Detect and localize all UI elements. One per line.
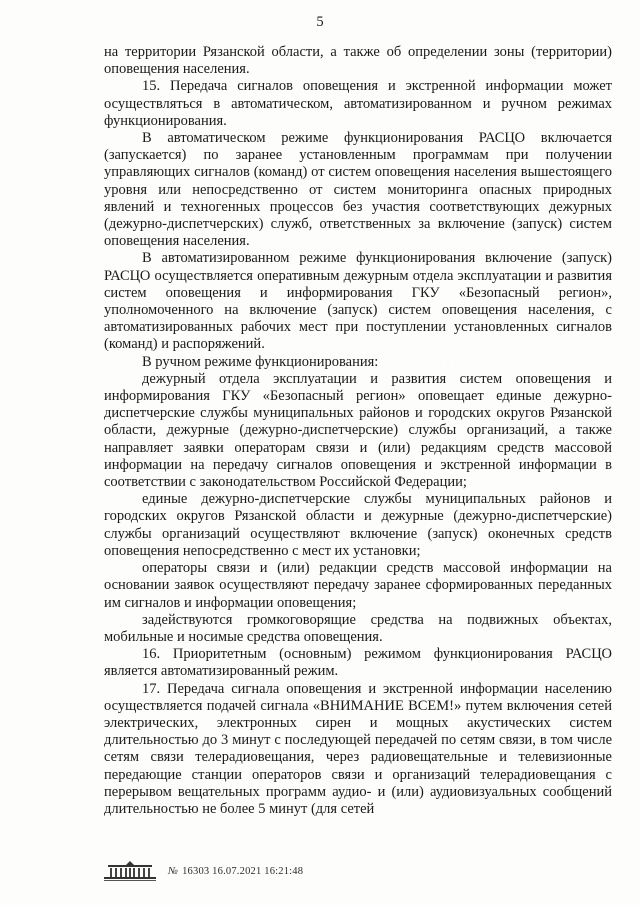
paragraph-item-15: 15. Передача сигналов оповещения и экстренной информации может осуществляться в автоматическом, автоматизированном и ручном режимах функционирования. xyxy=(104,78,612,129)
list-item-loudspeakers: задействуются громкоговорящие средства на подвижных объектах, мобильные и носимые средства оповещения. xyxy=(104,611,612,645)
paragraph-item-17: 17. Передача сигнала оповещения и экстренной информации населению осуществляется подачей сигнала «ВНИМАНИЕ ВСЕМ!» путем включения сетей электрических, электронных сирен и мощных акустических систем длительностью до 3 минут с последующей передачей по сетям связи, в том числе сетям связи телерадиовещания, через радиовещательные и телевизионные передающие станции операторов связи и организаций телерадиовещания с перерывом вещательных программ аудио- и (или) аудиовизуальных сообщений длительностью не более 5 минут (для сетей xyxy=(104,680,612,817)
paragraph-continuation: на территории Рязанской области, а также об определении зоны (территории) оповещения населения. xyxy=(104,44,612,78)
document-footer xyxy=(100,858,303,884)
paragraph-manual-mode: В ручном режиме функционирования: xyxy=(142,353,379,370)
list-item-duty-officer: дежурный отдела эксплуатации и развития систем оповещения и информирования ГКУ «Безопасный регион» оповещает единые дежурно-диспетчерские службы муниципальных районов и городских округов Рязанской области, дежурные (дежурно-диспетчерские) службы организаций, а также направляет заявки операторам связи и (или) редакциям средств массовой информации на передачу сигналов оповещения и экстренной информации в соответствии с законодательством Российской Федерации; xyxy=(104,370,612,491)
page-number: 5 xyxy=(316,14,324,30)
paragraph-automated-mode: В автоматизированном режиме функционирования включение (запуск) РАСЦО осуществляется оперативным дежурным отдела эксплуатации и развития систем оповещения и информирования ГКУ «Безопасный регион», уполномоченного на включение (запуск) систем оповещения населения, с автоматизированных рабочих мест при поступлении установленных сигналов (команд) и распоряжений. xyxy=(104,250,612,353)
paragraph-item-16: 16. Приоритетным (основным) режимом функционирования РАСЦО является автоматизированный режим. xyxy=(104,646,612,680)
list-item-operators: операторы связи и (или) редакции средств массовой информации на основании заявок осуществляют передачу заранее сформированных переданных им сигналов и информации оповещения; xyxy=(104,560,612,611)
number-sign: № xyxy=(168,865,179,877)
registration-number-date: 16303 16.07.2021 16:21:48 xyxy=(182,865,304,877)
list-item-dispatch-services: единые дежурно-диспетчерские службы муниципальных районов и городских округов Рязанской области и дежурные (дежурно-диспетчерские) службы организаций осуществляют включение (запуск) оконечных средств оповещения непосредственно с мест их установки; xyxy=(104,491,612,559)
paragraph-automatic-mode: В автоматическом режиме функционирования РАСЦО включается (запускается) по заранее установленным программам при получении управляющих сигналов (команд) от систем оповещения населения вышестоящего уровня или непосредственно от систем мониторинга опасных природных явлений и техногенных процессов без участия соответствующих дежурных (дежурно-диспетчерских) служб, ответственных за включение (запуск) систем оповещения населения. xyxy=(104,130,612,250)
government-building-seal-icon xyxy=(100,859,160,883)
document-body xyxy=(104,44,612,818)
registration-stamp xyxy=(168,866,303,877)
